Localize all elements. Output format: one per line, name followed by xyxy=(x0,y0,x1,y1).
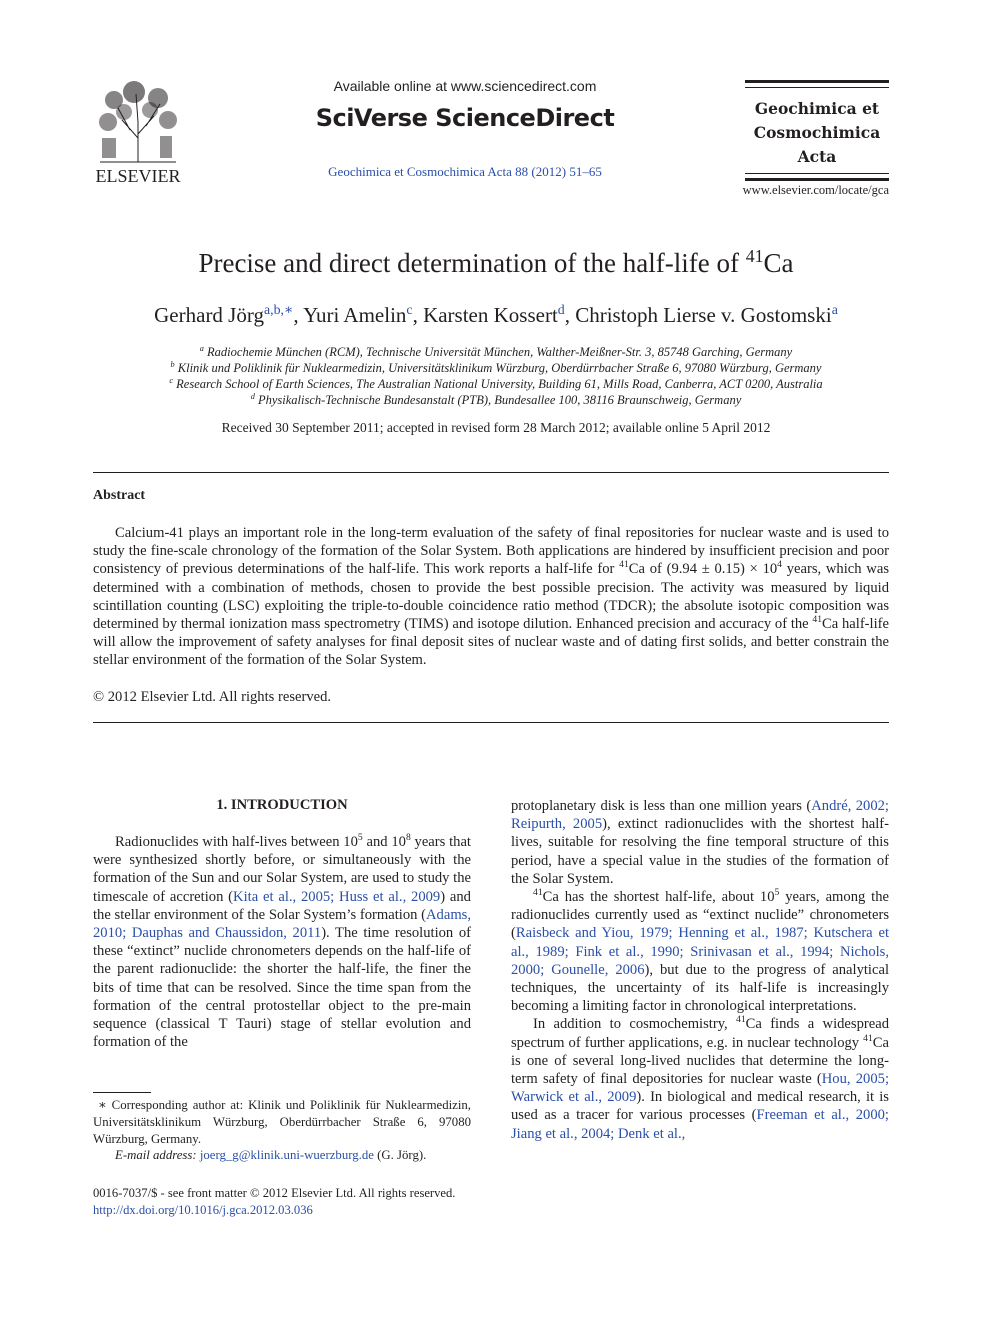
author-affiliation-mark[interactable]: a xyxy=(831,302,838,317)
author-affiliation-mark[interactable]: d xyxy=(557,302,565,317)
author: Christoph Lierse v. Gostomski$^a$ xyxy=(575,302,838,327)
journal-reference-link[interactable]: Geochimica et Cosmochimica Acta 88 (2012) 51–65 xyxy=(328,164,602,179)
journal-url-link[interactable]: www.elsevier.com/locate/gca xyxy=(742,183,889,197)
paragraph: protoplanetary disk is less than one million years (André, 2002; Reipurth, 2005), extinct radionuclides with the shortest half-lives, suitable for resolving the fine temporal structure of this period, have a special value in the studies of the formation of the Solar System. xyxy=(511,798,889,887)
affiliation: $^c$ Research School of Earth Sciences, The Australian National University, Building 61, Mills Road, Canberra, ACT 0200, Australia xyxy=(169,375,823,391)
divider xyxy=(93,722,889,723)
issn-footer: 0016-7037/$ - see front matter © 2012 Elsevier Ltd. All rights reserved. http://dx.doi.org/10.1016/j.gca.2012.03.036 xyxy=(93,1186,456,1217)
paragraph: Radionuclides with half-lives between $10^5$ and $10^8$ years that were synthesized shortly before, or simultaneously with the formation of the Sun and our Solar System, are used to study the timescale of accretion (Kita et al., 2005; Huss et al., 2009) and the stellar environment of the Solar System’s formation (Adams, 2010; Dauphas and Chaussidon, 2011). The time resolution of these “extinct” nuclide chronometers depends on the half-life of the parent radionuclide: the shorter the half-life, the finer the bits of time that can be resolved. Since the time span from the formation of the central protostellar object to the pre-main sequence (classical T Tauri) stage of stellar evolution and formation of the xyxy=(93,832,471,1051)
abstract-heading: Abstract xyxy=(93,488,146,503)
author-affiliation-mark[interactable]: c xyxy=(406,302,413,317)
body-column-right xyxy=(511,797,889,1143)
available-online-text: Available online at www.sciencedirect.com xyxy=(333,78,597,94)
article-dates: Received 30 September 2011; accepted in revised form 28 March 2012; available online 5 April 2012 xyxy=(221,420,771,435)
author: Gerhard Jörg$^{a,b,∗}$, xyxy=(154,302,304,327)
citation-link[interactable]: Hou, 2005; Warwick et al., 2009 xyxy=(511,1071,890,1106)
author-list xyxy=(60,303,932,328)
citation-link[interactable]: Freeman et al., 2000; Jiang et al., 2004; Denk et al., xyxy=(511,1107,889,1142)
email-link[interactable]: joerg_g@klinik.uni-wuerzburg.de xyxy=(199,1148,374,1163)
sciencedirect-brand: SciVerse ScienceDirect xyxy=(315,104,615,132)
corresponding-author-footnote: ∗ Corresponding author at: Klinik und Poliklinik für Nuklearmedizin, Universitätsklinikum Würzburg, Oberdürrbacher Straße 6, 97080 Würzburg, Germany. E-mail address: joerg_g@klinik.uni-wuerzburg.de (G. Jörg). xyxy=(93,1098,471,1163)
citation-link[interactable]: Raisbeck and Yiou, 1979; Henning et al., 1987; Kutschera et al., 1989; Fink et al., 1990; Srinivasan et al., 1994; Nichols, 2000; Gounelle, 2006 xyxy=(511,925,889,978)
footnote-divider xyxy=(93,1092,151,1093)
divider xyxy=(93,472,889,473)
abstract-text: Calcium-41 plays an important role in the long-term evaluation of the safety of final repositories for nuclear waste and is used to study the fine-scale chronology of the formation of the Solar System. Both applications are hindered by insufficient precision and poor consistency of previous determinations of the half-life. This work reports a half-life for $^{41}$Ca of $(9.94 \pm 0.15) \times 10^4$ years, which was determined with a combination of methods, chosen to provide the best possible precision. The activity was measured by liquid scintillation counting (LSC) exploiting the triple-to-double coincidence ratio method (TDCR); the absolute isotopic composition was determined by thermal ionization mass spectrometry (TIMS) and isotope dilution. Enhanced precision and accuracy of the $^{41}$Ca half-life will allow the improvement of safety analyses for final deposit sites of nuclear waste and of dating first solids, and better constrain the stellar environment of the formation of the Solar System. xyxy=(93,525,889,669)
article-title: Precise and direct determination of the half-life of $^{41}$Ca xyxy=(198,246,794,278)
author: Karsten Kossert$^d$, xyxy=(423,302,576,327)
author-affiliation-mark[interactable]: a,b,∗ xyxy=(263,302,294,317)
journal-name: Geochimica et Cosmochimica Acta xyxy=(753,99,881,166)
affiliation: $^b$ Klinik und Poliklinik für Nuklearmedizin, Universitätsklinikum Würzburg, Oberdürrbacher Straße 6, 97080 Würzburg, Germany xyxy=(170,359,822,375)
affiliation: $^a$ Radiochemie München (RCM), Technische Universität München, Walther-Meißner-Str. 3, 85748 Garching, Germany xyxy=(199,343,793,359)
author: Yuri Amelin$^c$, xyxy=(303,302,424,327)
elsevier-tree-icon xyxy=(88,78,188,188)
body-column-left xyxy=(93,833,471,1051)
affiliation: $^d$ Physikalisch-Technische Bundesanstalt (PTB), Bundesallee 100, 38116 Braunschweig, Germany xyxy=(250,391,742,407)
abstract-copyright: © 2012 Elsevier Ltd. All rights reserved. xyxy=(93,689,332,705)
paragraph: In addition to cosmochemistry, $^{41}$Ca finds a widespread spectrum of further applications, e.g. in nuclear technology $^{41}$Ca is one of several long-lived nuclides that determine the long-term safety of final depositories for nuclear waste (Hou, 2005; Warwick et al., 2009). In biological and medical research, it is used as a tracer for various processes (Freeman et al., 2000; Jiang et al., 2004; Denk et al., xyxy=(511,1014,890,1142)
doi-link[interactable]: http://dx.doi.org/10.1016/j.gca.2012.03.036 xyxy=(93,1202,313,1217)
section-heading: 1. INTRODUCTION xyxy=(216,797,348,813)
elsevier-wordmark: ELSEVIER xyxy=(95,166,181,186)
elsevier-logo xyxy=(88,78,188,188)
citation-link[interactable]: André, 2002; Reipurth, 2005 xyxy=(511,798,889,833)
journal-name-box xyxy=(745,80,889,181)
citation-link[interactable]: Adams, 2010; Dauphas and Chaussidon, 2011 xyxy=(93,906,471,942)
citation-link[interactable]: Kita et al., 2005; Huss et al., 2009 xyxy=(233,888,441,905)
paragraph: $^{41}$Ca has the shortest half-life, about $10^5$ years, among the radionuclides currently used as “extinct nuclide” chronometers (Raisbeck and Yiou, 1979; Henning et al., 1987; Kutschera et al., 1989; Fink et al., 1990; Srinivasan et al., 1994; Nichols, 2000; Gounelle, 2006), but due to the progress of analytical techniques, the uncertainty of its half-life is increasingly becoming a limiting factor in chronological interpretations. xyxy=(511,887,890,1015)
